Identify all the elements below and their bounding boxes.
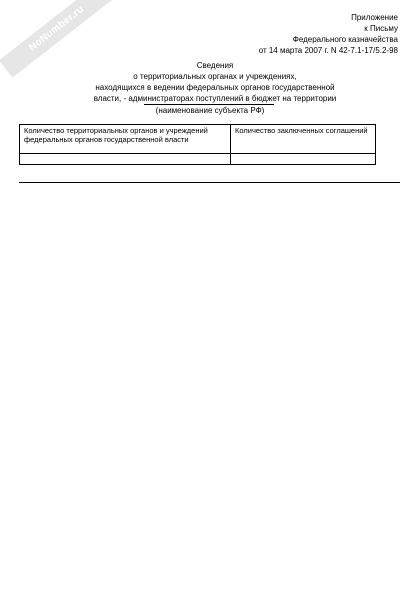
appendix-line: Приложение: [351, 13, 398, 22]
appendix-line: к Письму: [364, 24, 398, 33]
table-row: [20, 154, 376, 165]
appendix-line: Федерального казначейства: [292, 35, 398, 44]
cell-territorial-bodies-count: [20, 154, 231, 165]
appendix-reference: [259, 12, 398, 56]
title-line: находящихся в ведении федеральных органов государственной: [95, 83, 335, 92]
bottom-rule: [19, 182, 400, 183]
header-agreements-count: Количество заключенных соглашений: [231, 125, 376, 154]
cell-agreements-count: [231, 154, 376, 165]
appendix-line: от 14 марта 2007 г. N 42-7.1-17/5.2-98: [258, 46, 398, 55]
region-caption: (наименование субъекта РФ): [155, 106, 265, 115]
document-title: [70, 60, 360, 104]
header-territorial-bodies-count: Количество территориальных органов и учреждений федеральных органов государственной власти: [20, 125, 231, 154]
title-line: Сведения: [196, 61, 234, 70]
watermark: NoNumber.ru: [0, 0, 115, 78]
title-line: власти, - администраторах поступлений в бюджет на территории: [93, 94, 337, 103]
table-header-row: [20, 125, 376, 154]
title-line: о территориальных органах и учреждениях,: [133, 72, 297, 81]
info-table: [19, 124, 376, 165]
